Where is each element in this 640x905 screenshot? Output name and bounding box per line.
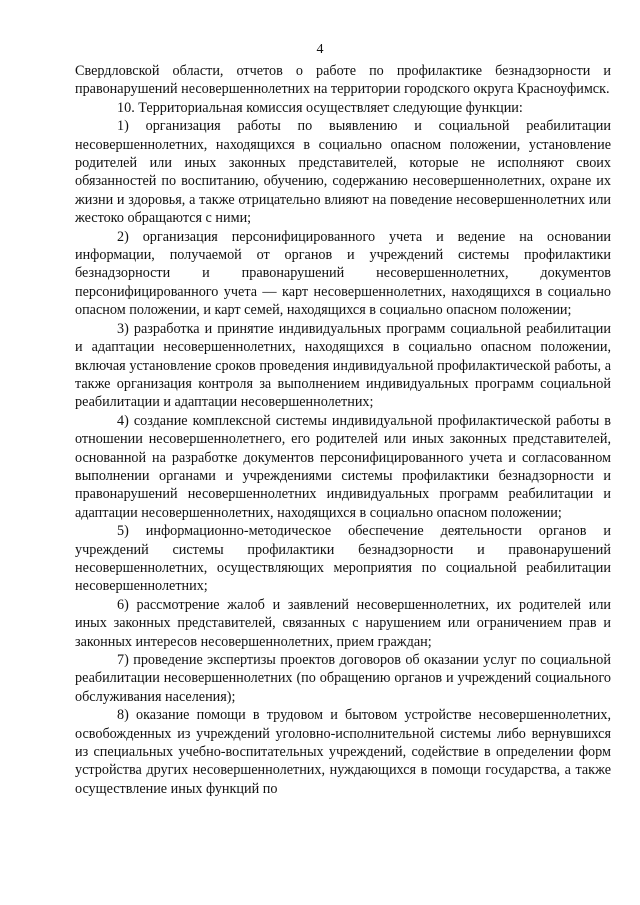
section-heading: 10. Территориальная комиссия осуществляет следующие функции: — [117, 99, 523, 116]
intro-paragraph: Свердловской области, отчетов о работе по профилактике безнадзорности и правонарушений несовершеннолетних на территории городского округа Красноуфимск. — [75, 63, 611, 98]
function-item-5: 5) информационно-методическое обеспечение деятельности органов и учреждений системы профилактики безнадзорности и правонарушений несовершеннолетних, осуществляющих мероприятия по социальной реабилитации несовершеннолетних; — [75, 523, 611, 595]
function-item-8: 8) оказание помощи в трудовом и бытовом устройстве несовершеннолетних, освобожденных из учреждений уголовно-исполнительной системы либо вернувшихся из специальных учебно-воспитательных учреждений, содействие в определении форм устройства других несовершеннолетних, нуждающихся в помощи государства, а также осуществление иных функций по — [75, 707, 611, 797]
function-item-7: 7) проведение экспертизы проектов договоров об оказании услуг по социальной реабилитации несовершеннолетних (по обращению органов и учреждений социального обслуживания населения); — [75, 652, 611, 705]
function-item-2: 2) организация персонифицированного учета и ведение на основании информации, получаемой от органов и учреждений системы профилактики безнадзорности и правонарушений несовершеннолетних, документов персонифицированного учета — карт несовершеннолетних, находящихся в социально опасном положении, и карт семей, находящихся в социально опасном положении; — [75, 228, 611, 319]
function-item-6: 6) рассмотрение жалоб и заявлений несовершеннолетних, их родителей или иных законных представителей, связанных с нарушением или ограничением прав и законных интересов несовершеннолетних, прием граждан; — [75, 596, 611, 650]
document-body — [75, 62, 611, 798]
function-item-3: 3) разработка и принятие индивидуальных программ социальной реабилитации и адаптации несовершеннолетних, находящихся в социально опасном положении, включая установление сроков проведения индивидуальной профилактической работы, а также организация контроля за выполнением индивидуальных программ социальной реабилитации и адаптации несовершеннолетних; — [75, 320, 611, 411]
page-number: 4 — [316, 42, 324, 57]
function-item-4: 4) создание комплексной системы индивидуальной профилактической работы в отношении несовершеннолетнего, его родителей или иных законных представителей, основанной на разработке документов персонифицированного учета и согласованном выполнении органами и учреждениями системы профилактики безнадзорности и правонарушений несовершеннолетних индивидуальных программ реабилитации и адаптации несовершеннолетних, находящихся в социально опасном положении; — [75, 412, 611, 521]
function-item-1: 1) организация работы по выявлению и социальной реабилитации несовершеннолетних, находящихся в социально опасном положении, установление родителей или иных законных представителей, которые не исполняют своих обязанностей по воспитанию, обучению, содержанию несовершеннолетних, охране их жизни и здоровья, а также отрицательно влияют на поведение несовершеннолетних или жестоко обращаются с ними; — [75, 118, 611, 227]
